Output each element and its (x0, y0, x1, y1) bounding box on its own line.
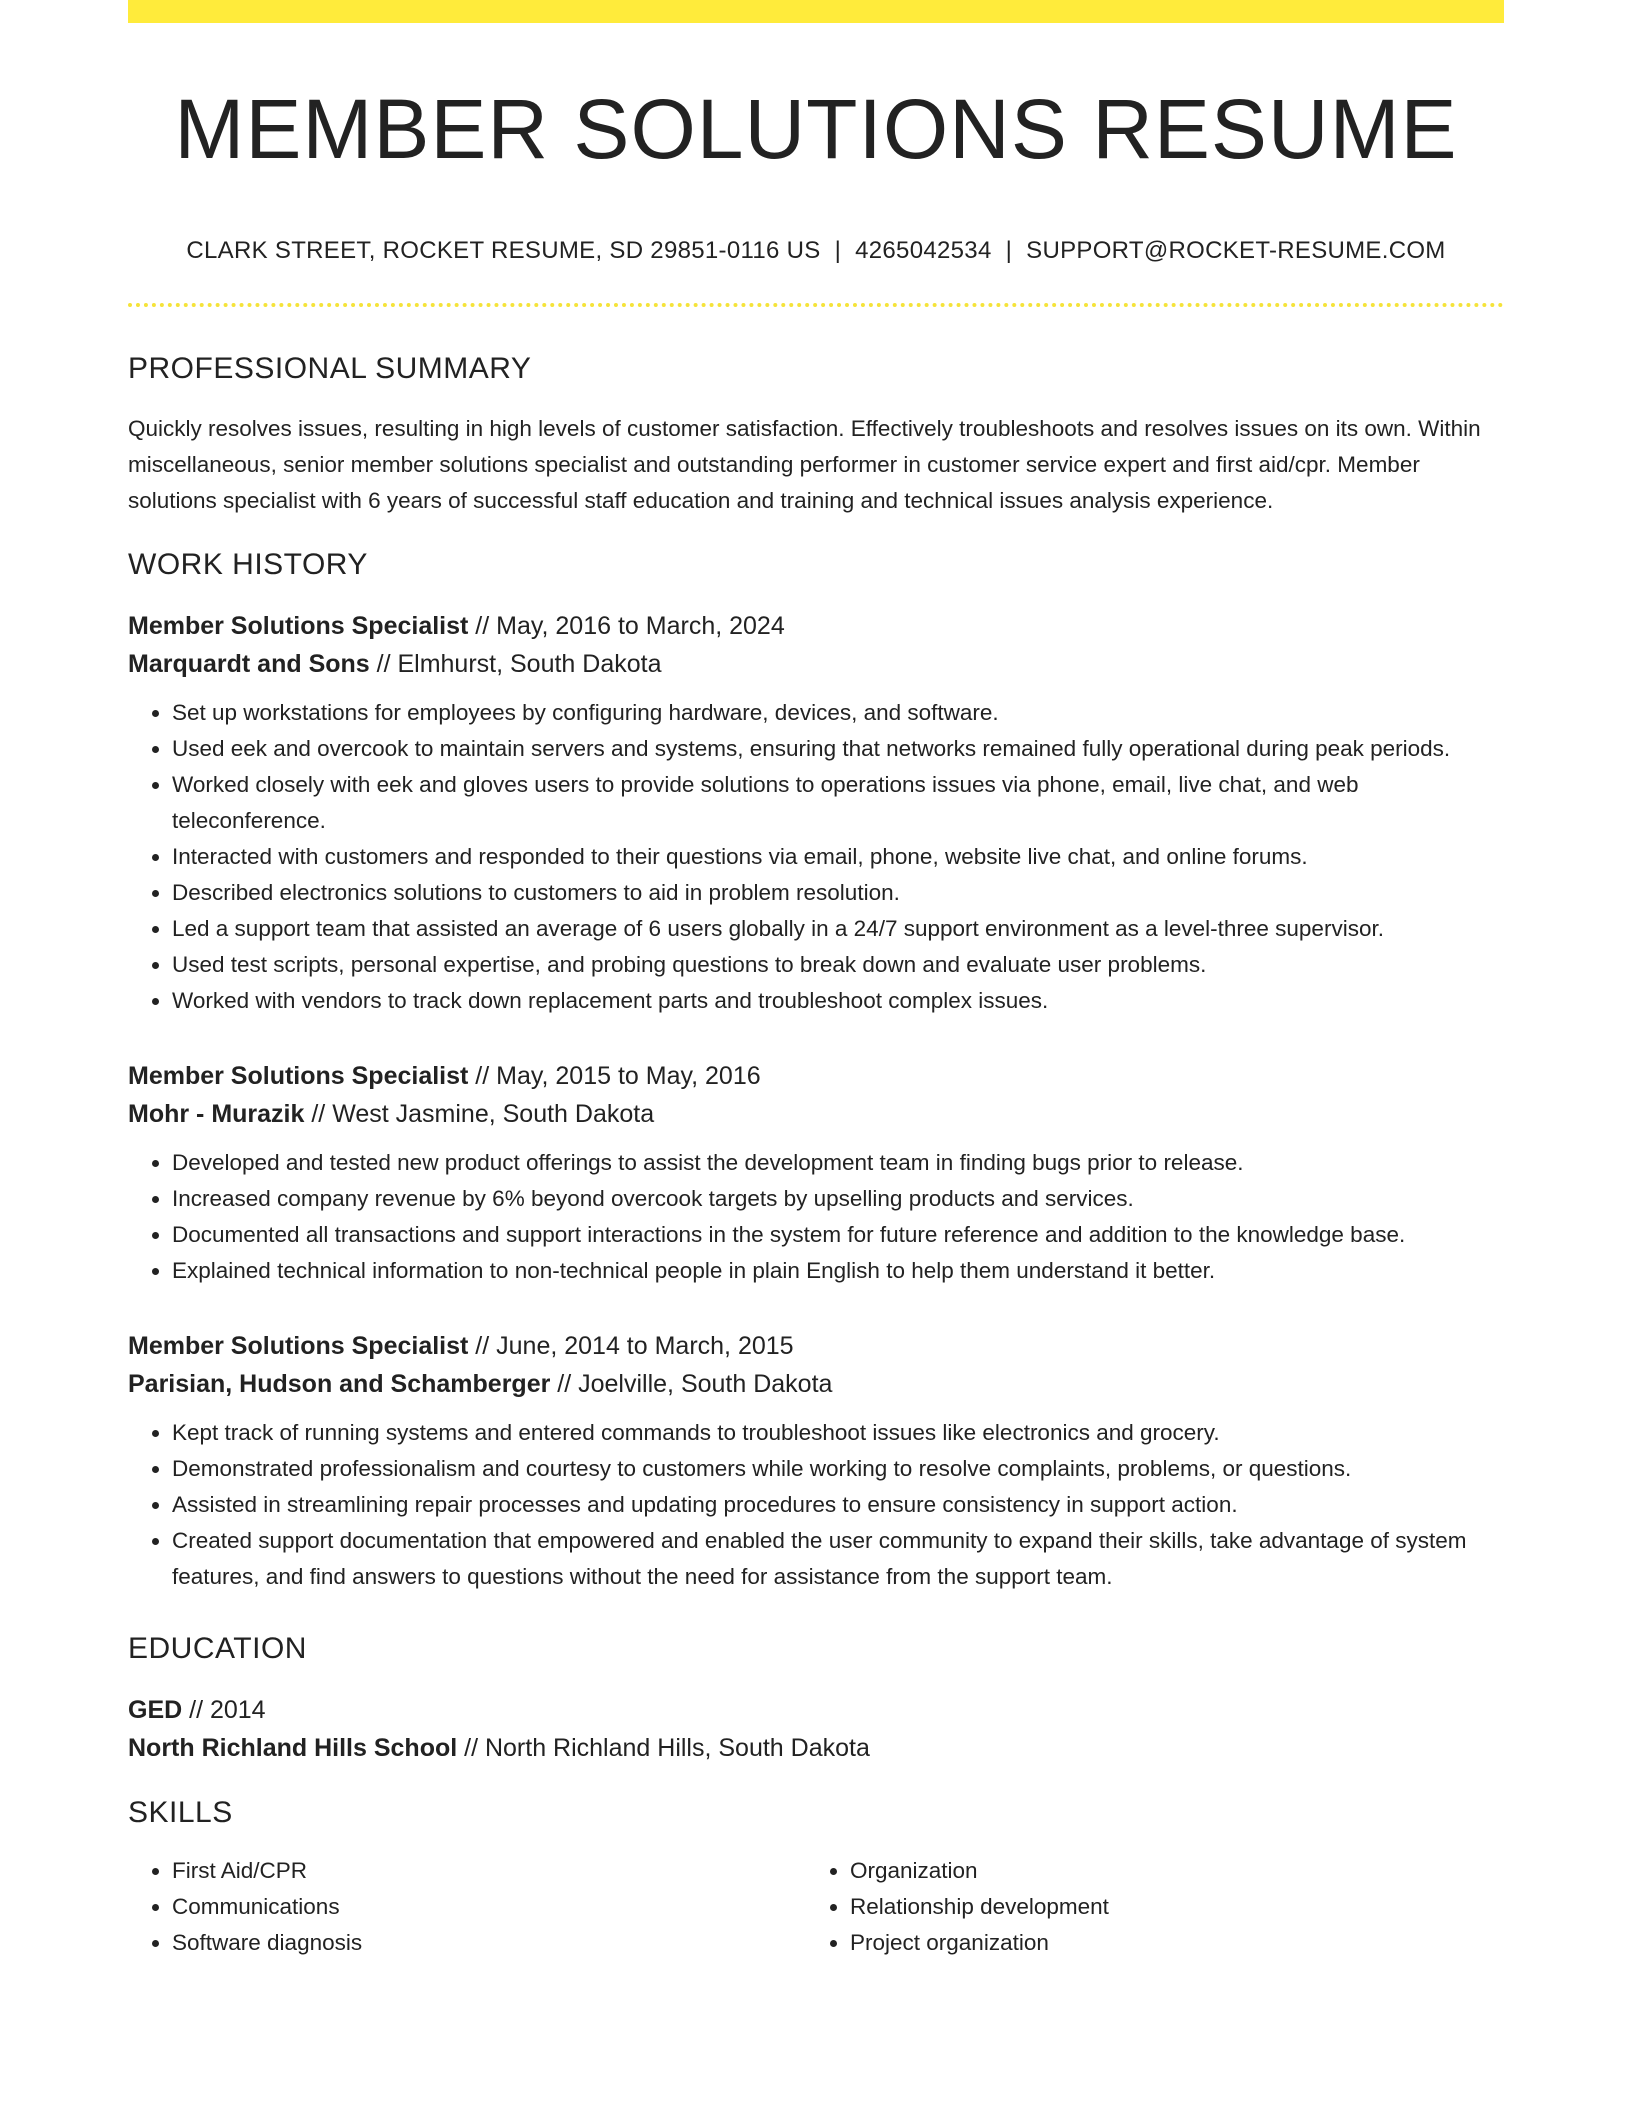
job-bullet: • Set up workstations for employees by configuring hardware, devices, and software. (172, 695, 1504, 731)
job-role: Member Solutions Specialist (128, 1062, 469, 1091)
header-divider (128, 303, 1504, 307)
work-history-heading: WORK HISTORY (128, 548, 368, 582)
skill-item: • First Aid/CPR (172, 1853, 806, 1889)
job-role-line (128, 607, 1504, 645)
job-location: // Joelville, South Dakota (550, 1370, 833, 1399)
education-school: North Richland Hills School (128, 1734, 458, 1763)
job-bullet: • Demonstrated professionalism and courtesy to customers while working to resolve complaints, problems, or questions. (172, 1451, 1504, 1487)
job-dates: // June, 2014 to March, 2015 (468, 1332, 794, 1361)
summary-text: Quickly resolves issues, resulting in high levels of customer satisfaction. Effectively troubleshoots and resolves issues on its own. Within miscellaneous, senior member solutions specialist and outstanding performer in customer service expert and first aid/cpr. Member solutions specialist with 6 years of successful staff education and training and technical issues analysis experience. (128, 416, 1481, 514)
job-bullet: • Assisted in streamlining repair processes and updating procedures to ensure consistency in support action. (172, 1487, 1504, 1523)
skill-item: • Project organization (850, 1925, 1484, 1961)
resume-title: MEMBER SOLUTIONS RESUME (174, 82, 1458, 176)
job-company: Parisian, Hudson and Schamberger (128, 1370, 551, 1399)
education-entry (128, 1691, 1504, 1767)
job-bullet: • Worked with vendors to track down replacement parts and troubleshoot complex issues. (172, 983, 1504, 1019)
education-degree: GED (128, 1696, 183, 1725)
summary-heading: PROFESSIONAL SUMMARY (128, 352, 532, 386)
job-role: Member Solutions Specialist (128, 612, 469, 641)
job-bullet: • Increased company revenue by 6% beyond overcook targets by upselling products and services. (172, 1181, 1504, 1217)
job-role: Member Solutions Specialist (128, 1332, 469, 1361)
job-bullet: • Interacted with customers and responded to their questions via email, phone, website live chat, and online forums. (172, 839, 1504, 875)
job-bullet: • Kept track of running systems and entered commands to troubleshoot issues like electronics and grocery. (172, 1415, 1504, 1451)
job-location: // West Jasmine, South Dakota (304, 1100, 655, 1129)
resume-page (128, 0, 1504, 1961)
education-school-line (128, 1729, 1504, 1767)
job-bullet: • Explained technical information to non-technical people in plain English to help them understand it better. (172, 1253, 1504, 1289)
skill-item: • Communications (172, 1889, 806, 1925)
job-location: // Elmhurst, South Dakota (369, 650, 662, 679)
job-bullets (128, 1145, 1504, 1289)
skill-item: • Organization (850, 1853, 1484, 1889)
job-bullets (128, 1415, 1504, 1595)
job-entry (128, 1057, 1504, 1289)
job-bullet: • Worked closely with eek and gloves users to provide solutions to operations issues via phone, email, live chat, and web teleconference. (172, 767, 1504, 839)
job-entry (128, 607, 1504, 1019)
job-role-line (128, 1327, 1504, 1365)
education-year: // 2014 (182, 1696, 266, 1725)
skills-grid (128, 1853, 1504, 1961)
job-bullet: • Led a support team that assisted an average of 6 users globally in a 24/7 support environment as a level-three supervisor. (172, 911, 1504, 947)
education-degree-line (128, 1691, 1504, 1729)
job-bullet: • Used eek and overcook to maintain servers and systems, ensuring that networks remained fully operational during peak periods. (172, 731, 1504, 767)
skills-column-right (806, 1853, 1484, 1961)
job-dates: // May, 2015 to May, 2016 (468, 1062, 761, 1091)
contact-separator: | (1005, 237, 1013, 265)
job-bullet: • Created support documentation that empowered and enabled the user community to expand their skills, take advantage of system features, and find answers to questions without the need for assistance from the support team. (172, 1523, 1504, 1595)
job-company: Mohr - Murazik (128, 1100, 305, 1129)
education-location: // North Richland Hills, South Dakota (457, 1734, 870, 1763)
contact-address: CLARK STREET, ROCKET RESUME, SD 29851-0116 US (186, 237, 821, 265)
contact-email: SUPPORT@ROCKET-RESUME.COM (1026, 237, 1446, 265)
job-bullets (128, 695, 1504, 1019)
job-bullet: • Developed and tested new product offerings to assist the development team in finding bugs prior to release. (172, 1145, 1504, 1181)
skills-heading: SKILLS (128, 1796, 233, 1830)
contact-separator: | (834, 237, 842, 265)
job-role-line (128, 1057, 1504, 1095)
job-bullet: • Used test scripts, personal expertise, and probing questions to break down and evaluate user problems. (172, 947, 1504, 983)
job-company-line (128, 1095, 1504, 1133)
job-bullet: • Documented all transactions and support interactions in the system for future reference and addition to the knowledge base. (172, 1217, 1504, 1253)
job-company-line (128, 645, 1504, 683)
contact-line (128, 237, 1504, 265)
job-entry (128, 1327, 1504, 1595)
skill-item: • Relationship development (850, 1889, 1484, 1925)
accent-top-bar (128, 0, 1504, 23)
job-company-line (128, 1365, 1504, 1403)
contact-phone: 4265042534 (855, 237, 992, 265)
skill-item: • Software diagnosis (172, 1925, 806, 1961)
skills-column-left (128, 1853, 806, 1961)
education-heading: EDUCATION (128, 1632, 307, 1666)
job-bullet: • Described electronics solutions to customers to aid in problem resolution. (172, 875, 1504, 911)
job-company: Marquardt and Sons (128, 650, 370, 679)
job-dates: // May, 2016 to March, 2024 (468, 612, 785, 641)
